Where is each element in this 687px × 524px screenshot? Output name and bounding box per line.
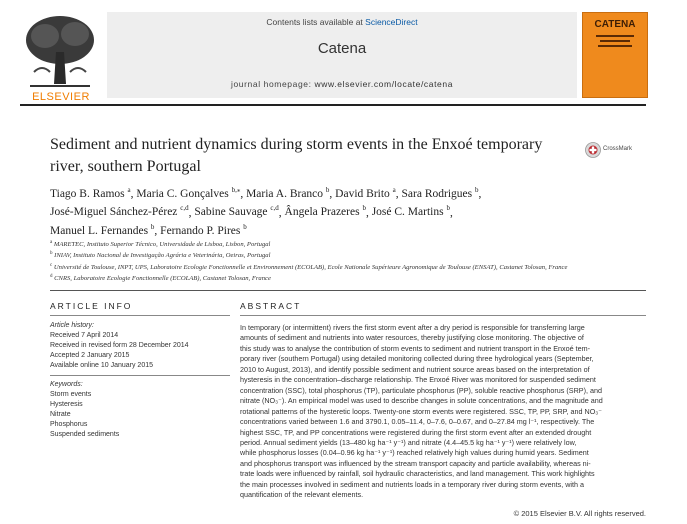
contents-line (107, 17, 577, 27)
cover-decoration (590, 33, 640, 51)
history-item: Available online 10 January 2015 (50, 362, 154, 369)
keyword[interactable]: Phosphorus (50, 421, 88, 428)
author[interactable]: Maria C. Gonçalves $^{b,⁎}$ (136, 186, 241, 200)
abstract-line: this study was to analyse the contribution of storm events to sediment and nutrient transport in the Enxoé tem- (240, 343, 590, 353)
abstract-line: In temporary (or intermittent) rivers the first storm event after a dry period is responsible for transferring large (240, 323, 585, 332)
affiliation: $^b$ INIAV, Instituto Nacional de Investigação Agrária e Veterinária, Oeiras, Portugal (50, 251, 271, 260)
history-item: Received 7 April 2014 (50, 332, 119, 339)
contents-prefix: Contents lists available at (266, 17, 366, 27)
keyword[interactable]: Nitrate (50, 411, 71, 418)
abstract-line: trate loads were influenced by rainfall, soil hydraulic characteristics, and land management. This work highlights (240, 469, 595, 479)
journal-name: Catena (317, 40, 367, 57)
affiliation: $^c$ Université de Toulouse, INPT, UPS, Laboratoire Ecologie Fonctionnelle et Environnement (ECOLAB), Ecole Nationale Supérieure Agronomique de Toulouse (ENSAT), Castanet Tolosan, France (50, 262, 568, 272)
section-rule (50, 290, 646, 291)
abstract-line: rotational patterns of the hysteretic loops. Twenty-one storm events were registered. SSC, TP, PP, SRP, and NO₃⁻ (240, 406, 603, 416)
author-list: Tiago B. Ramos $^a$, Maria C. Gonçalves $^{b,⁎}$, Maria A. Branco $^b$, David Brito $^a$, Sara Rodrigues $^b$, José-Miguel Sánchez-Pérez $^{c,d}$, Sabine Sauvage $^{c,d}$, Ângela Prazeres $^b$, José C. Martins $^b$, Manuel L. Fernandes $^b$, Fernando P. Pires $^b$ (50, 186, 482, 238)
history-item: Accepted 2 January 2015 (50, 352, 130, 359)
affiliation: $^d$ CNRS, Laboratoire Ecologie Fonctionnelle (ECOLAB), Castanet Tolosan, France (50, 274, 271, 283)
abstract-line: while phosphorus losses (0.04–0.96 kg ha⁻¹ y⁻¹) reached relatively high values during humid years. Sediment (240, 448, 589, 458)
abstract-line: 2010 to August, 2013), and identify possible sediment and nutrient source areas based on the interpretation of (240, 364, 590, 374)
author[interactable]: Tiago B. Ramos $^a$ (50, 186, 131, 200)
history-item: Received in revised form 28 December 2014 (50, 342, 189, 349)
author[interactable]: Sabine Sauvage $^{c,d}$ (194, 204, 279, 219)
abstract-line: the main processes involved in sediment and nutrients loads in a temporary river during storm events, with a (240, 479, 584, 489)
affiliation: $^a$ MARETEC, Instituto Superior Técnico, Universidade de Lisboa, Lisbon, Portugal (50, 240, 271, 249)
crossmark-icon[interactable] (585, 142, 601, 158)
abstract-text (240, 323, 646, 501)
author[interactable]: José C. Martins $^b$ (371, 204, 450, 219)
author[interactable]: José-Miguel Sánchez-Pérez $^{c,d}$ (50, 204, 189, 219)
homepage-label: journal homepage: (230, 79, 315, 89)
abstract-line: nitrate (NO₃⁻). An empirical model was used to describe changes in solute concentrations, and the magnitude and (240, 396, 603, 406)
abstract-heading: ABSTRACT (240, 301, 302, 311)
abstract-line: amounts of sediment and nutrients into water resources, thereby justifying close monitoring. The objective of (240, 333, 584, 343)
article-history (50, 321, 230, 371)
abstract-line: quantification of the relevant elements. (240, 490, 364, 500)
author[interactable]: Fernando P. Pires $^b$ (160, 223, 247, 238)
publisher-name: ELSEVIER (32, 91, 90, 103)
affiliations (50, 238, 650, 284)
author[interactable]: David Brito $^a$ (335, 186, 396, 200)
paper-title: Sediment and nutrient dynamics during storm events in the Enxoé temporary river, southern Portugal (50, 136, 543, 175)
divider (50, 375, 230, 376)
abstract-line: period. Annual sediment yields (13–480 kg ha⁻¹ y⁻¹) and nitrate (4.4–45.5 kg ha⁻¹ y⁻¹) were relatively low, (240, 437, 577, 447)
keyword[interactable]: Suspended sediments (50, 431, 120, 438)
abstract-line: and phosphorus transport was influenced by the stream transport capacity and particle availability, whereas ni- (240, 458, 591, 468)
keyword[interactable]: Storm events (50, 391, 92, 398)
header-rule (20, 104, 646, 106)
author[interactable]: Ângela Prazeres $^b$ (284, 204, 366, 219)
keywords-label: Keywords: (50, 381, 83, 388)
author[interactable]: Manuel L. Fernandes $^b$ (50, 223, 155, 238)
crossmark-label[interactable]: CrossMark (603, 146, 633, 152)
sciencedirect-link[interactable]: ScienceDirect (365, 17, 418, 27)
divider (50, 315, 230, 316)
author[interactable]: Sara Rodrigues $^b$ (401, 186, 479, 200)
abstract-line: concentrations varied between 1.6 and 3790.1, 0.05–11.4, 0–7.6, 0–0.67, and 0–27.84 mg l⁻¹, respectively. The (240, 417, 595, 427)
divider (240, 315, 646, 316)
keywords (50, 380, 230, 440)
article-info-heading: ARTICLE INFO (50, 301, 133, 311)
keyword[interactable]: Hysteresis (50, 401, 83, 408)
journal-homepage (107, 79, 577, 89)
history-label: Article history: (50, 322, 94, 329)
abstract-line: hysteresis in the concentration–discharge relationship. The Enxoé River was monitored for suspended sediment (240, 375, 596, 385)
abstract-line: highest SSC, TP, and PP concentrations were registered during the first storm event after an extended drought (240, 427, 592, 437)
copyright-notice: © 2015 Elsevier B.V. All rights reserved. (513, 509, 646, 518)
abstract-line: porary river (southern Portugal) using detailed monitoring collected during three hydrological years (September, (240, 354, 594, 364)
author[interactable]: Maria A. Branco $^b$ (246, 186, 330, 200)
abstract-line: concentration (SSC), total phosphorus (TP), particulate phosphorus (PP), soluble reactive phosphorus (SRP), and (240, 385, 602, 395)
cover-title: CATENA (594, 19, 636, 30)
homepage-url-link[interactable]: www.elsevier.com/locate/catena (314, 79, 454, 89)
